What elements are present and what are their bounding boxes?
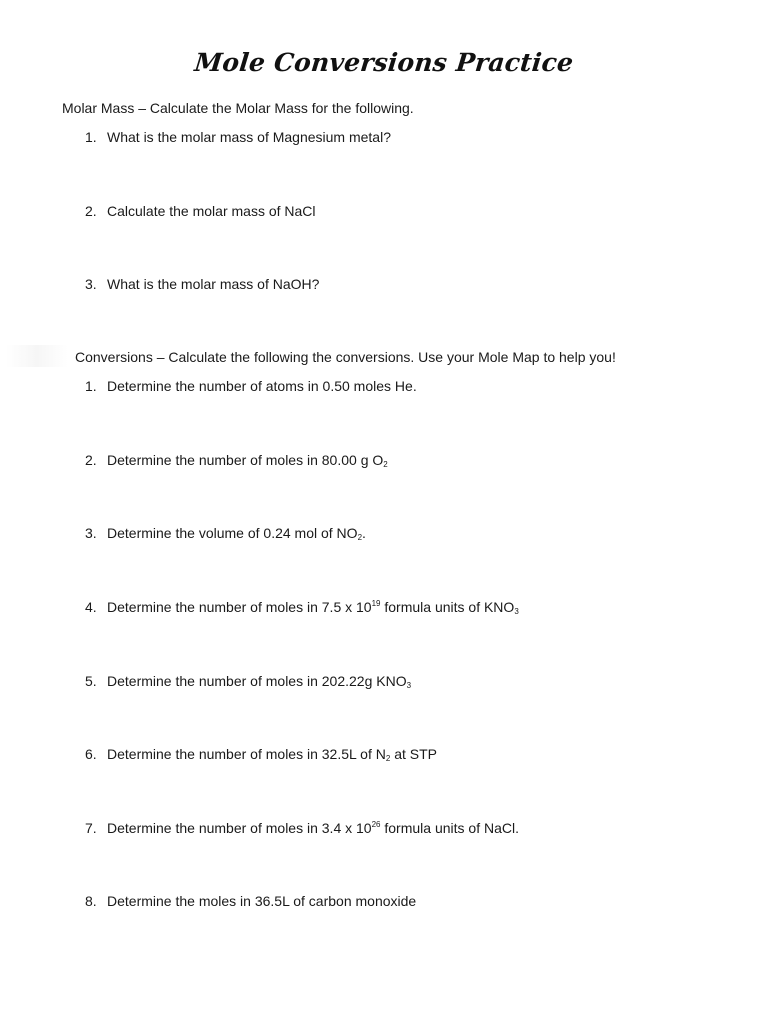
conversion-question-8 (85, 893, 416, 909)
question-number: 6. (85, 746, 97, 762)
question-number: 2. (85, 203, 97, 219)
question-text-end: formula units of NaCl. (380, 820, 519, 836)
question-text-end: . (362, 525, 366, 541)
question-number: 4. (85, 599, 97, 615)
question-number: 1. (85, 129, 97, 145)
question-text: Determine the number of atoms in 0.50 moles He. (107, 378, 417, 394)
question-text: Determine the moles in 36.5L of carbon monoxide (107, 893, 417, 909)
conversion-question-5 (85, 673, 411, 689)
conversion-question-7 (85, 820, 519, 836)
conversion-question-3 (85, 525, 366, 541)
molar-mass-question-1 (85, 129, 391, 145)
molar-mass-heading: Molar Mass – Calculate the Molar Mass for the following. (62, 100, 414, 116)
subscript: 2 (385, 754, 391, 763)
question-number: 3. (85, 525, 97, 541)
conversion-question-2 (85, 452, 388, 468)
question-number: 8. (85, 893, 97, 909)
question-text-end: formula units of KNO (380, 599, 515, 615)
question-text: Determine the number of moles in 202.22g KNO (107, 673, 407, 689)
conversion-question-6 (85, 746, 437, 762)
subscript: 3 (406, 681, 412, 690)
conversion-question-4 (85, 599, 519, 615)
superscript: 19 (371, 599, 381, 608)
question-text: Determine the number of moles in 7.5 x 10 (107, 599, 372, 615)
question-text: Determine the number of moles in 32.5L of N (107, 746, 386, 762)
question-text: What is the molar mass of Magnesium metal? (107, 129, 391, 145)
question-text: Determine the volume of 0.24 mol of NO (107, 525, 358, 541)
question-text: Calculate the molar mass of NaCl (107, 203, 316, 219)
question-number: 2. (85, 452, 97, 468)
subscript: 3 (514, 607, 519, 616)
question-number: 7. (85, 820, 97, 836)
subscript: 2 (357, 533, 363, 542)
question-text: Determine the number of moles in 80.00 g O (107, 452, 384, 468)
molar-mass-question-2 (85, 203, 316, 219)
page-title: Mole Conversions Practice (193, 48, 575, 77)
superscript: 26 (371, 820, 381, 829)
scan-shading (6, 345, 68, 367)
molar-mass-question-3 (85, 276, 319, 292)
question-text: Determine the number of moles in 3.4 x 10 (107, 820, 372, 836)
subscript: 2 (383, 460, 388, 469)
question-number: 5. (85, 673, 97, 689)
conversion-question-1 (85, 378, 417, 394)
conversions-heading: Conversions – Calculate the following the conversions. Use your Mole Map to help you! (75, 349, 616, 365)
question-number: 3. (85, 276, 97, 292)
question-text: What is the molar mass of NaOH? (107, 276, 320, 292)
question-text-end: at STP (390, 746, 437, 762)
question-number: 1. (85, 378, 97, 394)
